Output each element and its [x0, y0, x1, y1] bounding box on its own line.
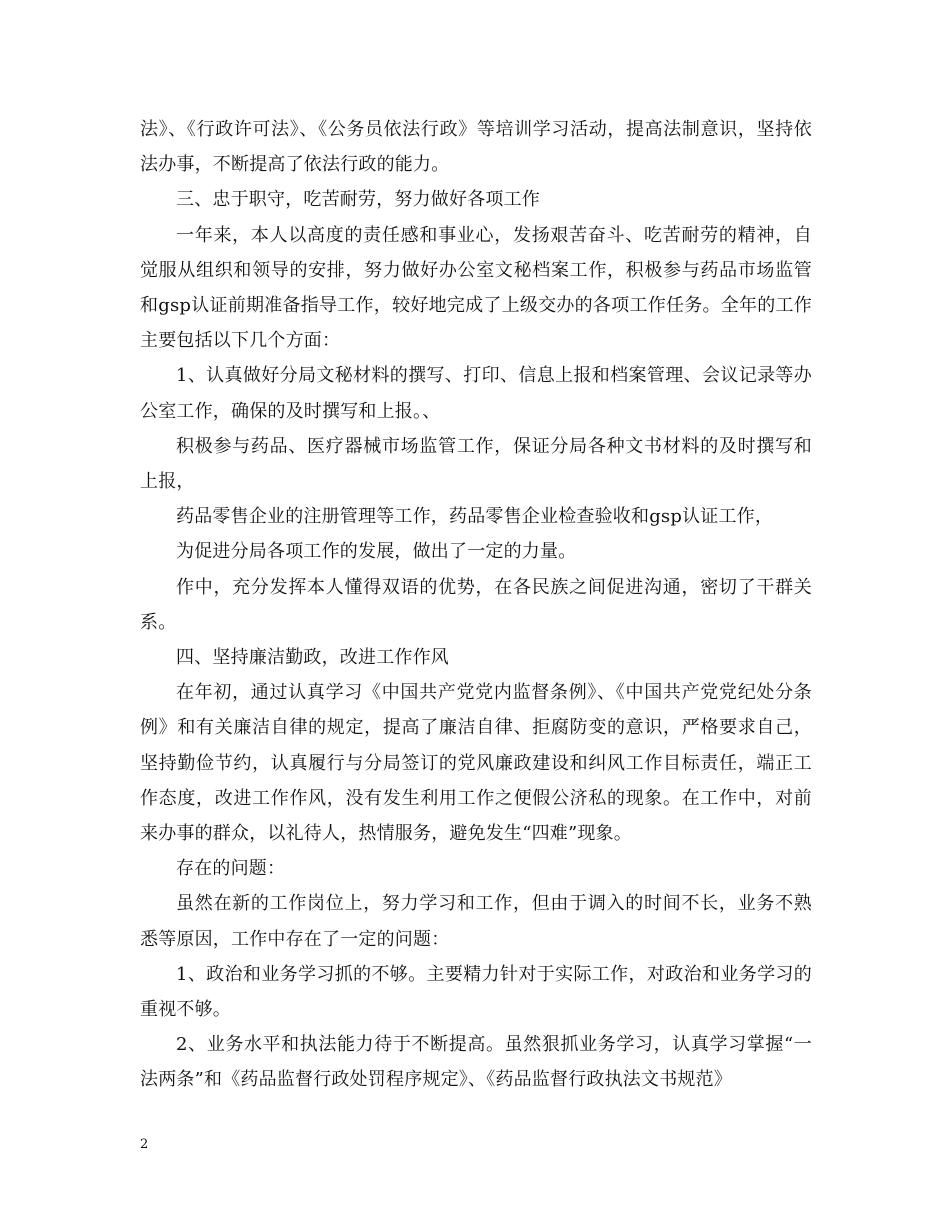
- section-heading-4: 四、坚持廉洁勤政，改进工作作风: [176, 647, 449, 669]
- section-heading-3: 三、忠于职守，吃苦耐劳，努力做好各项工作: [176, 189, 540, 211]
- paragraph-6: 为促进分局各项工作的发展，做出了一定的力量。: [176, 541, 577, 563]
- paragraph-3: 1、认真做好分局文秘材料的撰写、打印、信息上报和档案管理、会议记录等办公室工作，确保的及时撰写和上报。、: [140, 365, 812, 422]
- paragraph-7: 作中，充分发挥本人懂得双语的优势，在各民族之间促进沟通，密切了干群关系。: [140, 576, 812, 633]
- paragraph-9: 虽然在新的工作岗位上，努力学习和工作，但由于调入的时间不长，业务不熟悉等原因，工作中存在了一定的问题：: [140, 893, 812, 950]
- paragraph-5: 药品零售企业的注册管理等工作，药品零售企业检查验收和gsp认证工作，: [176, 506, 774, 528]
- paragraph-1: 法》、《行政许可法》、《公务员依法行政》等培训学习活动，提高法制意识，坚持依法办事，不断提高了依法行政的能力。: [140, 119, 812, 176]
- problems-heading: 存在的问题：: [176, 858, 286, 880]
- paragraph-4: 积极参与药品、医疗器械市场监管工作，保证分局各种文书材料的及时撰写和上报，: [140, 435, 812, 493]
- document-body: [140, 112, 812, 1098]
- paragraph-2: 一年来，本人以高度的责任感和事业心，发扬艰苦奋斗、吃苦耐劳的精神，自觉服从组织和领导的安排，努力做好办公室文秘档案工作，积极参与药品市场监管和gsp认证前期准备指导工作，较好地完成了上级交办的各项工作任务。全年的工作主要包括以下几个方面：: [140, 224, 812, 352]
- paragraph-10: 1、政治和业务学习抓的不够。主要精力针对于实际工作，对政治和业务学习的重视不够。: [140, 963, 812, 1021]
- paragraph-11: 2、业务水平和执法能力待于不断提高。虽然狠抓业务学习，认真学习掌握“一法两条”和《药品监督行政处罚程序规定》、《药品监督行政执法文书规范》: [140, 1034, 812, 1091]
- page-number: 2: [140, 1137, 149, 1152]
- paragraph-8: 在年初，通过认真学习《中国共产党党内监督条例》、《中国共产党党纪处分条例》和有关廉洁自律的规定，提高了廉洁自律、拒腐防变的意识，严格要求自己，坚持勤俭节约，认真履行与分局签订的党风廉政建设和纠风工作目标责任，端正工作态度，改进工作作风，没有发生利用工作之便假公济私的现象。在工作中，对前来办事的群众，以礼待人，热情服务，避免发生“四难”现象。: [140, 682, 812, 845]
